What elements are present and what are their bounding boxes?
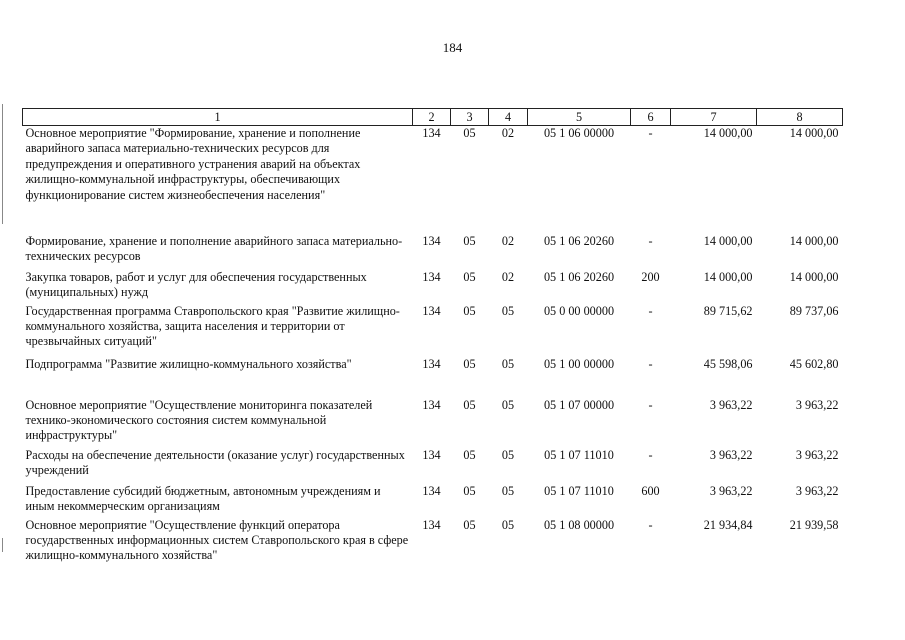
header-cell: 8: [757, 109, 843, 126]
grbs-code-cell: 134: [422, 269, 441, 284]
row-name-cell: Предоставление субсидий бюджетным, автономным учреждениям и иным некоммерческим организациям: [25, 483, 381, 513]
table-row: [23, 484, 843, 518]
amount-col8-cell: 89 737,06: [789, 303, 839, 318]
subsection-code-cell: 05: [501, 447, 515, 462]
header-cell: 1: [23, 109, 413, 126]
grbs-code-cell: 134: [422, 397, 441, 412]
subsection-code-cell: 02: [501, 269, 515, 284]
amount-col7-cell: 14 000,00: [703, 233, 753, 248]
header-cell: 7: [671, 109, 757, 126]
subsection-code-cell: 05: [501, 483, 515, 498]
row-name-cell: Расходы на обеспечение деятельности (оказание услуг) государственных учреждений: [25, 447, 405, 477]
table-row: [23, 518, 843, 578]
amount-col8-cell: 14 000,00: [789, 233, 839, 248]
expense-type-cell: -: [648, 397, 653, 412]
target-article-cell: 05 1 07 11010: [544, 483, 614, 498]
row-name-cell: Основное мероприятие "Осуществление функций оператора государственных информационных систем Ставропольского края в сфере жилищно-коммунального хозяйства": [25, 517, 409, 563]
left-margin-tick: [2, 538, 3, 552]
grbs-code-cell: 134: [422, 517, 441, 532]
grbs-code-cell: 134: [422, 233, 441, 248]
expense-type-cell: -: [648, 356, 653, 371]
target-article-cell: 05 1 00 00000: [543, 356, 615, 371]
row-name-cell: Основное мероприятие "Осуществление мониторинга показателей технико-экономического состояния систем коммунальной инфраструктуры": [25, 397, 373, 443]
grbs-code-cell: 134: [422, 483, 441, 498]
table-row: [23, 270, 843, 304]
header-cell: 3: [451, 109, 489, 126]
section-code-cell: 05: [463, 397, 476, 412]
expense-type-cell: 200: [641, 269, 660, 284]
table-row: [23, 304, 843, 357]
expense-type-cell: -: [648, 517, 653, 532]
target-article-cell: 05 0 00 00000: [543, 303, 615, 318]
table-row: [23, 448, 843, 484]
amount-col8-cell: 3 963,22: [795, 447, 839, 462]
left-margin-line: [2, 104, 3, 224]
amount-col8-cell: 3 963,22: [795, 397, 839, 412]
amount-col7-cell: 89 715,62: [703, 303, 753, 318]
row-name-cell: Формирование, хранение и пополнение аварийного запаса материально-технических ресурсов: [25, 233, 403, 263]
amount-col7-cell: 14 000,00: [703, 269, 753, 284]
subsection-code-cell: 05: [501, 356, 515, 371]
section-code-cell: 05: [463, 269, 476, 284]
section-code-cell: 05: [463, 126, 476, 140]
row-name-cell: Основное мероприятие "Формирование, хранение и пополнение аварийного запаса материально-технических ресурсов для предупреждения и оперативного устранения аварий на объектах жилищно-коммунальной инфраструктуры, обеспечивающих функционирование систем жизнеобеспечения населения": [25, 126, 361, 202]
target-article-cell: 05 1 08 00000: [543, 517, 615, 532]
header-cell: 2: [413, 109, 451, 126]
header-cell: 5: [528, 109, 631, 126]
subsection-code-cell: 05: [501, 397, 515, 412]
expense-type-cell: -: [648, 126, 653, 140]
target-article-cell: 05 1 06 20260: [543, 269, 615, 284]
section-code-cell: 05: [463, 483, 476, 498]
amount-col8-cell: 14 000,00: [789, 269, 839, 284]
subsection-code-cell: 05: [501, 303, 515, 318]
header-cell: 4: [489, 109, 528, 126]
grbs-code-cell: 134: [422, 356, 441, 371]
section-code-cell: 05: [463, 233, 476, 248]
amount-col7-cell: 3 963,22: [709, 483, 753, 498]
grbs-code-cell: 134: [422, 126, 441, 140]
amount-col8-cell: 3 963,22: [795, 483, 839, 498]
page-number: 184: [442, 40, 463, 55]
amount-col7-cell: 3 963,22: [709, 397, 753, 412]
section-code-cell: 05: [463, 303, 476, 318]
section-code-cell: 05: [463, 356, 476, 371]
section-code-cell: 05: [463, 447, 476, 462]
amount-col8-cell: 14 000,00: [789, 126, 839, 140]
target-article-cell: 05 1 07 11010: [544, 447, 614, 462]
table-row: [23, 398, 843, 448]
header-row: [23, 109, 843, 126]
subsection-code-cell: 02: [501, 233, 515, 248]
expense-type-cell: -: [648, 447, 653, 462]
table-row: [23, 357, 843, 398]
subsection-code-cell: 05: [501, 517, 515, 532]
amount-col7-cell: 45 598,06: [703, 356, 753, 371]
target-article-cell: 05 1 06 00000: [543, 126, 615, 140]
expense-type-cell: -: [648, 303, 653, 318]
amount-col8-cell: 45 602,80: [789, 356, 839, 371]
row-name-cell: Государственная программа Ставропольского края "Развитие жилищно-коммунального хозяйства, защита населения и территории от чрезвычайных ситуаций": [25, 303, 400, 349]
target-article-cell: 05 1 06 20260: [543, 233, 615, 248]
row-name-cell: Подпрограмма "Развитие жилищно-коммунального хозяйства": [25, 356, 352, 371]
row-name-cell: Закупка товаров, работ и услуг для обеспечения государственных (муниципальных) нужд: [25, 269, 367, 299]
amount-col7-cell: 3 963,22: [709, 447, 753, 462]
expense-type-cell: -: [648, 233, 653, 248]
amount-col7-cell: 21 934,84: [703, 517, 753, 532]
target-article-cell: 05 1 07 00000: [543, 397, 615, 412]
amount-col8-cell: 21 939,58: [789, 517, 839, 532]
budget-table: [22, 108, 843, 578]
amount-col7-cell: 14 000,00: [703, 126, 753, 140]
grbs-code-cell: 134: [422, 447, 441, 462]
expense-type-cell: 600: [641, 483, 660, 498]
grbs-code-cell: 134: [422, 303, 441, 318]
section-code-cell: 05: [463, 517, 476, 532]
subsection-code-cell: 02: [501, 126, 515, 140]
table-row: [23, 126, 843, 234]
header-cell: 6: [631, 109, 671, 126]
table-row: [23, 234, 843, 270]
